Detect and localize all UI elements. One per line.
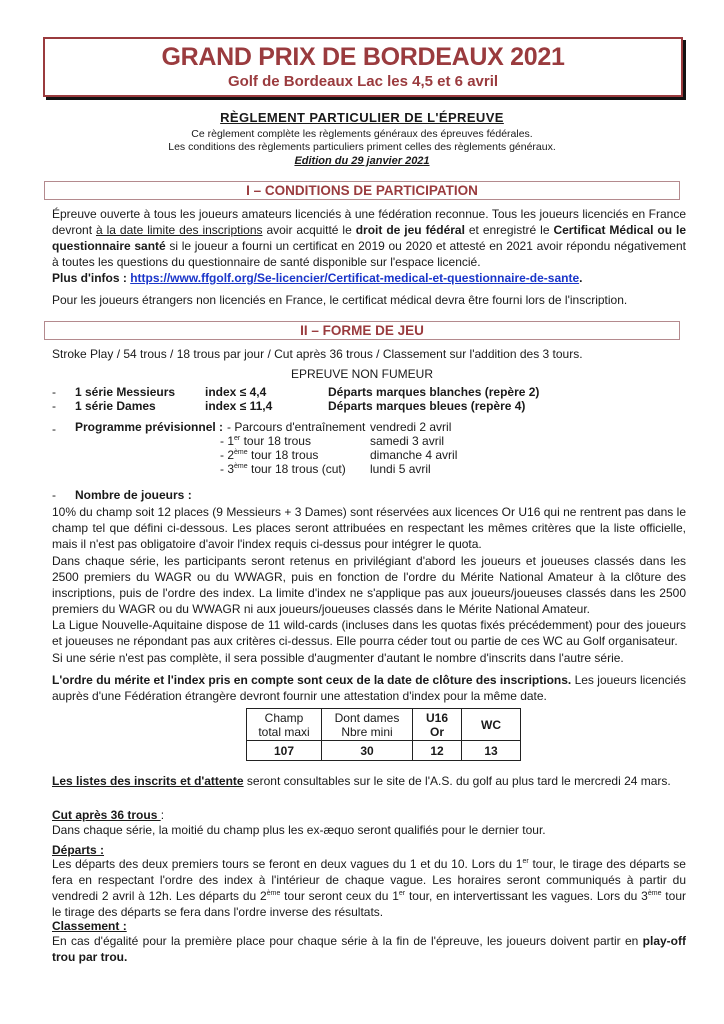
text: WC: [481, 717, 501, 732]
programme-date: vendredi 2 avril: [370, 420, 452, 434]
format-text: Stroke Play / 54 trous / 18 trous par jour / Cut après 36 trous / Classement sur l'addition des 3 tours.: [52, 347, 583, 361]
page-title: GRAND PRIX DE BORDEAUX 2021: [161, 43, 565, 71]
text: U16 Or: [425, 710, 448, 739]
non-fumeur-text: EPREUVE NON FUMEUR: [290, 367, 433, 381]
droit-de-jeu-text: droit de jeu fédéral: [355, 223, 465, 237]
text: tour, en intervertissant les vagues. Lors du 3: [405, 889, 648, 903]
cut-heading: [52, 807, 686, 823]
listes-label: Les listes des inscrits et d'attente: [52, 774, 244, 788]
nombre-heading: [52, 488, 686, 503]
table-cell: 30: [322, 741, 413, 761]
series-name: 1 série Messieurs: [75, 385, 176, 399]
bullet-dash: -: [52, 422, 56, 436]
wild-cards-text: La Ligue Nouvelle-Aquitaine dispose de 11 wild-cards (incluses dans les quotas fixés précédemment) pour des joueurs et joueuses ne répondant pas aux critères ci-dessus. Elle pourra céder tout ou partie de ces WC au Golf organisateur.: [52, 618, 686, 648]
ffgolf-certificat-link[interactable]: https://www.ffgolf.org/Se-licencier/Certificat-medical-et-questionnaire-de-sante: [130, 271, 580, 285]
text: tour 18 trous (cut): [247, 462, 346, 476]
text: Les départs des deux premiers tours se feront en deux vagues du 1 et du 10. Lors du 1: [52, 857, 523, 871]
classement-heading: [52, 918, 686, 934]
programme-label: Programme prévisionnel :: [75, 420, 224, 434]
table-header-cell: [413, 709, 462, 741]
text: :: [160, 808, 165, 822]
text: tour seront ceux du 1: [280, 889, 399, 903]
bullet-dash: -: [52, 399, 56, 413]
text: .: [579, 271, 583, 285]
table-cell: 12: [413, 741, 462, 761]
table-header-cell: [462, 709, 521, 741]
ordinal-suffix: ème: [266, 890, 281, 897]
incomplete-series-text: Si une série n'est pas complète, il sera possible d'augmenter d'autant le nombre d'inscrits dans l'autre série.: [52, 651, 624, 665]
programme-item: [227, 420, 365, 435]
playoff-bold-text: play-off trou par trou.: [52, 934, 686, 964]
cut-text: Dans chaque série, la moitié du champ plus les ex-æquo seront qualifiés pour le dernier tour.: [52, 823, 546, 837]
series-name: 1 série Dames: [75, 399, 156, 413]
cut-label: Cut après 36 trous: [52, 808, 161, 822]
text: tour 18 trous: [247, 448, 319, 462]
text: -: [220, 462, 228, 476]
bullet-dash: -: [52, 385, 56, 399]
title-box: [43, 37, 683, 97]
text: - Parcours d'entraînement: [227, 420, 366, 434]
programme-date: dimanche 4 avril: [370, 448, 458, 462]
table-header-cell: [322, 709, 413, 741]
reglement-title: RÈGLEMENT PARTICULIER DE L'ÉPREUVE: [220, 110, 504, 125]
series-index: index ≤ 11,4: [205, 399, 273, 413]
text: avoir acquitté le: [262, 223, 356, 237]
text: -: [220, 448, 228, 462]
section-heading-forme-de-jeu: II – FORME DE JEU: [44, 321, 680, 340]
programme-block: [52, 420, 686, 480]
text: Les joueurs licenciés auprès d'une Fédération étrangère devront fournir une attestation d'index pour la même date.: [52, 673, 686, 703]
infos-label: Plus d'infos :: [52, 271, 131, 285]
programme-item: [220, 434, 311, 449]
table-cell: 107: [247, 741, 322, 761]
text: 1: [227, 434, 235, 448]
table-header-cell: [247, 709, 322, 741]
text: En cas d'égalité pour la première place pour chaque série à la fin de l'épreuve, les joueurs doivent partir en: [52, 934, 643, 948]
programme-date: samedi 3 avril: [370, 434, 445, 448]
classement-label: Classement :: [52, 919, 127, 933]
table-row: [247, 741, 521, 761]
table-cell: 13: [462, 741, 521, 761]
ordinal-suffix: er: [234, 435, 241, 442]
reglement-line-1: Ce règlement complète les règlements généraux des épreuves fédérales.: [191, 128, 533, 140]
reglement-line-2: Les conditions des règlements particuliers priment celles des règlements généraux.: [168, 141, 556, 153]
certificat-text: Certificat Médical ou le questionnaire santé: [52, 223, 687, 253]
series-row-dames: [52, 399, 686, 414]
series-index: index ≤ 4,4: [205, 385, 267, 399]
text: seront consultables sur le site de l'A.S. du golf au plus tard le mercredi 24 mars.: [243, 774, 671, 788]
classement-text: [52, 933, 686, 965]
text: Nbre mini: [341, 724, 393, 739]
series-departs: Départs marques bleues (repère 4): [328, 399, 526, 413]
merit-index-text: [52, 672, 686, 704]
programme-item: [220, 448, 318, 463]
text: 2: [227, 448, 235, 462]
ordinal-suffix: ème: [647, 890, 662, 897]
merit-bold-text: L'ordre du mérite et l'index pris en compte sont ceux de la date de clôture des inscriptions.: [52, 673, 572, 687]
infos-line: [52, 270, 686, 286]
nombre-label: Nombre de joueurs :: [75, 488, 192, 502]
conditions-paragraph: [52, 206, 686, 270]
ordinal-suffix: er: [398, 890, 406, 897]
text: tour 18 trous: [240, 434, 311, 448]
foreign-players-text: Pour les joueurs étrangers non licenciés en France, le certificat médical devra être fourni lors de l'inscription.: [52, 293, 628, 307]
programme-item: [220, 462, 346, 477]
series-row-messieurs: [52, 385, 686, 400]
text: 3: [227, 462, 235, 476]
text: si le joueur a fourni un certificat en 2019 ou 2020 et attesté en 2021 avoir répondu négativement à toutes les questions du questionnaire de santé disponible sur l'espace licencié.: [52, 239, 686, 269]
section-heading-conditions: I – CONDITIONS DE PARTICIPATION: [44, 181, 680, 200]
ordinal-suffix: er: [522, 858, 529, 865]
departs-label: Départs :: [52, 843, 105, 857]
departs-text: [52, 856, 686, 920]
deadline-text: à la date limite des inscriptions: [95, 223, 263, 237]
selection-criteria-text: Dans chaque série, les participants seront retenus en privilégiant d'abord les joueurs et joueuses classés dans les 2500 premiers du WAGR ou du WWAGR, puis en fonction de l'ordre du Mérite National Amateur à la clôture des inscriptions, puis de l'ordre des index. La limite d'index ne s'applique pas aux joueurs/joueuses classés dans les 2500 premiers du WAGR ou du WWAGR ni aux joueurs/joueuses classés dans le Mérite National Amateur.: [52, 554, 686, 616]
text: tour le tirage des départs se fera dans l'ordre inverse des résultats.: [52, 889, 686, 919]
series-departs: Départs marques blanches (repère 2): [328, 385, 540, 399]
text: Champ: [264, 710, 304, 725]
edition-date: Edition du 29 janvier 2021: [294, 155, 430, 167]
page-subtitle: Golf de Bordeaux Lac les 4,5 et 6 avril: [227, 73, 499, 90]
table-header-row: [247, 709, 521, 741]
ordinal-suffix: ème: [234, 463, 248, 470]
text: total maxi: [258, 724, 310, 739]
quota-table: [246, 708, 521, 761]
bullet-dash: -: [52, 488, 56, 502]
ordinal-suffix: ème: [234, 449, 248, 456]
text: Épreuve ouverte à tous les joueurs amateurs licenciés à une fédération reconnue. Tous les joueurs licenciés en France devront: [52, 207, 686, 237]
text: Dont dames: [334, 710, 400, 725]
text: tour, le tirage des départs se fera en respectant l'ordre des index à l'intérieur de chaque vague. Les horaires seront communiqués à partir du vendredi 2 avril à 12h. Les départs du 2: [52, 857, 686, 903]
text: et enregistré le: [464, 223, 554, 237]
listes-text: [52, 773, 686, 789]
u16-quota-text: 10% du champ soit 12 places (9 Messieurs + 3 Dames) sont réservées aux licences Or U16 qui ne rentrent pas dans le champ tel que défini ci-dessous. Les places seront attribuées en respectant les mêmes critères que la liste officielle, mais il n'est pas obligatoire d'avoir l'index requis ci-dessus pour intégrer le quota.: [52, 505, 686, 551]
text: -: [220, 434, 228, 448]
programme-date: lundi 5 avril: [370, 462, 431, 476]
